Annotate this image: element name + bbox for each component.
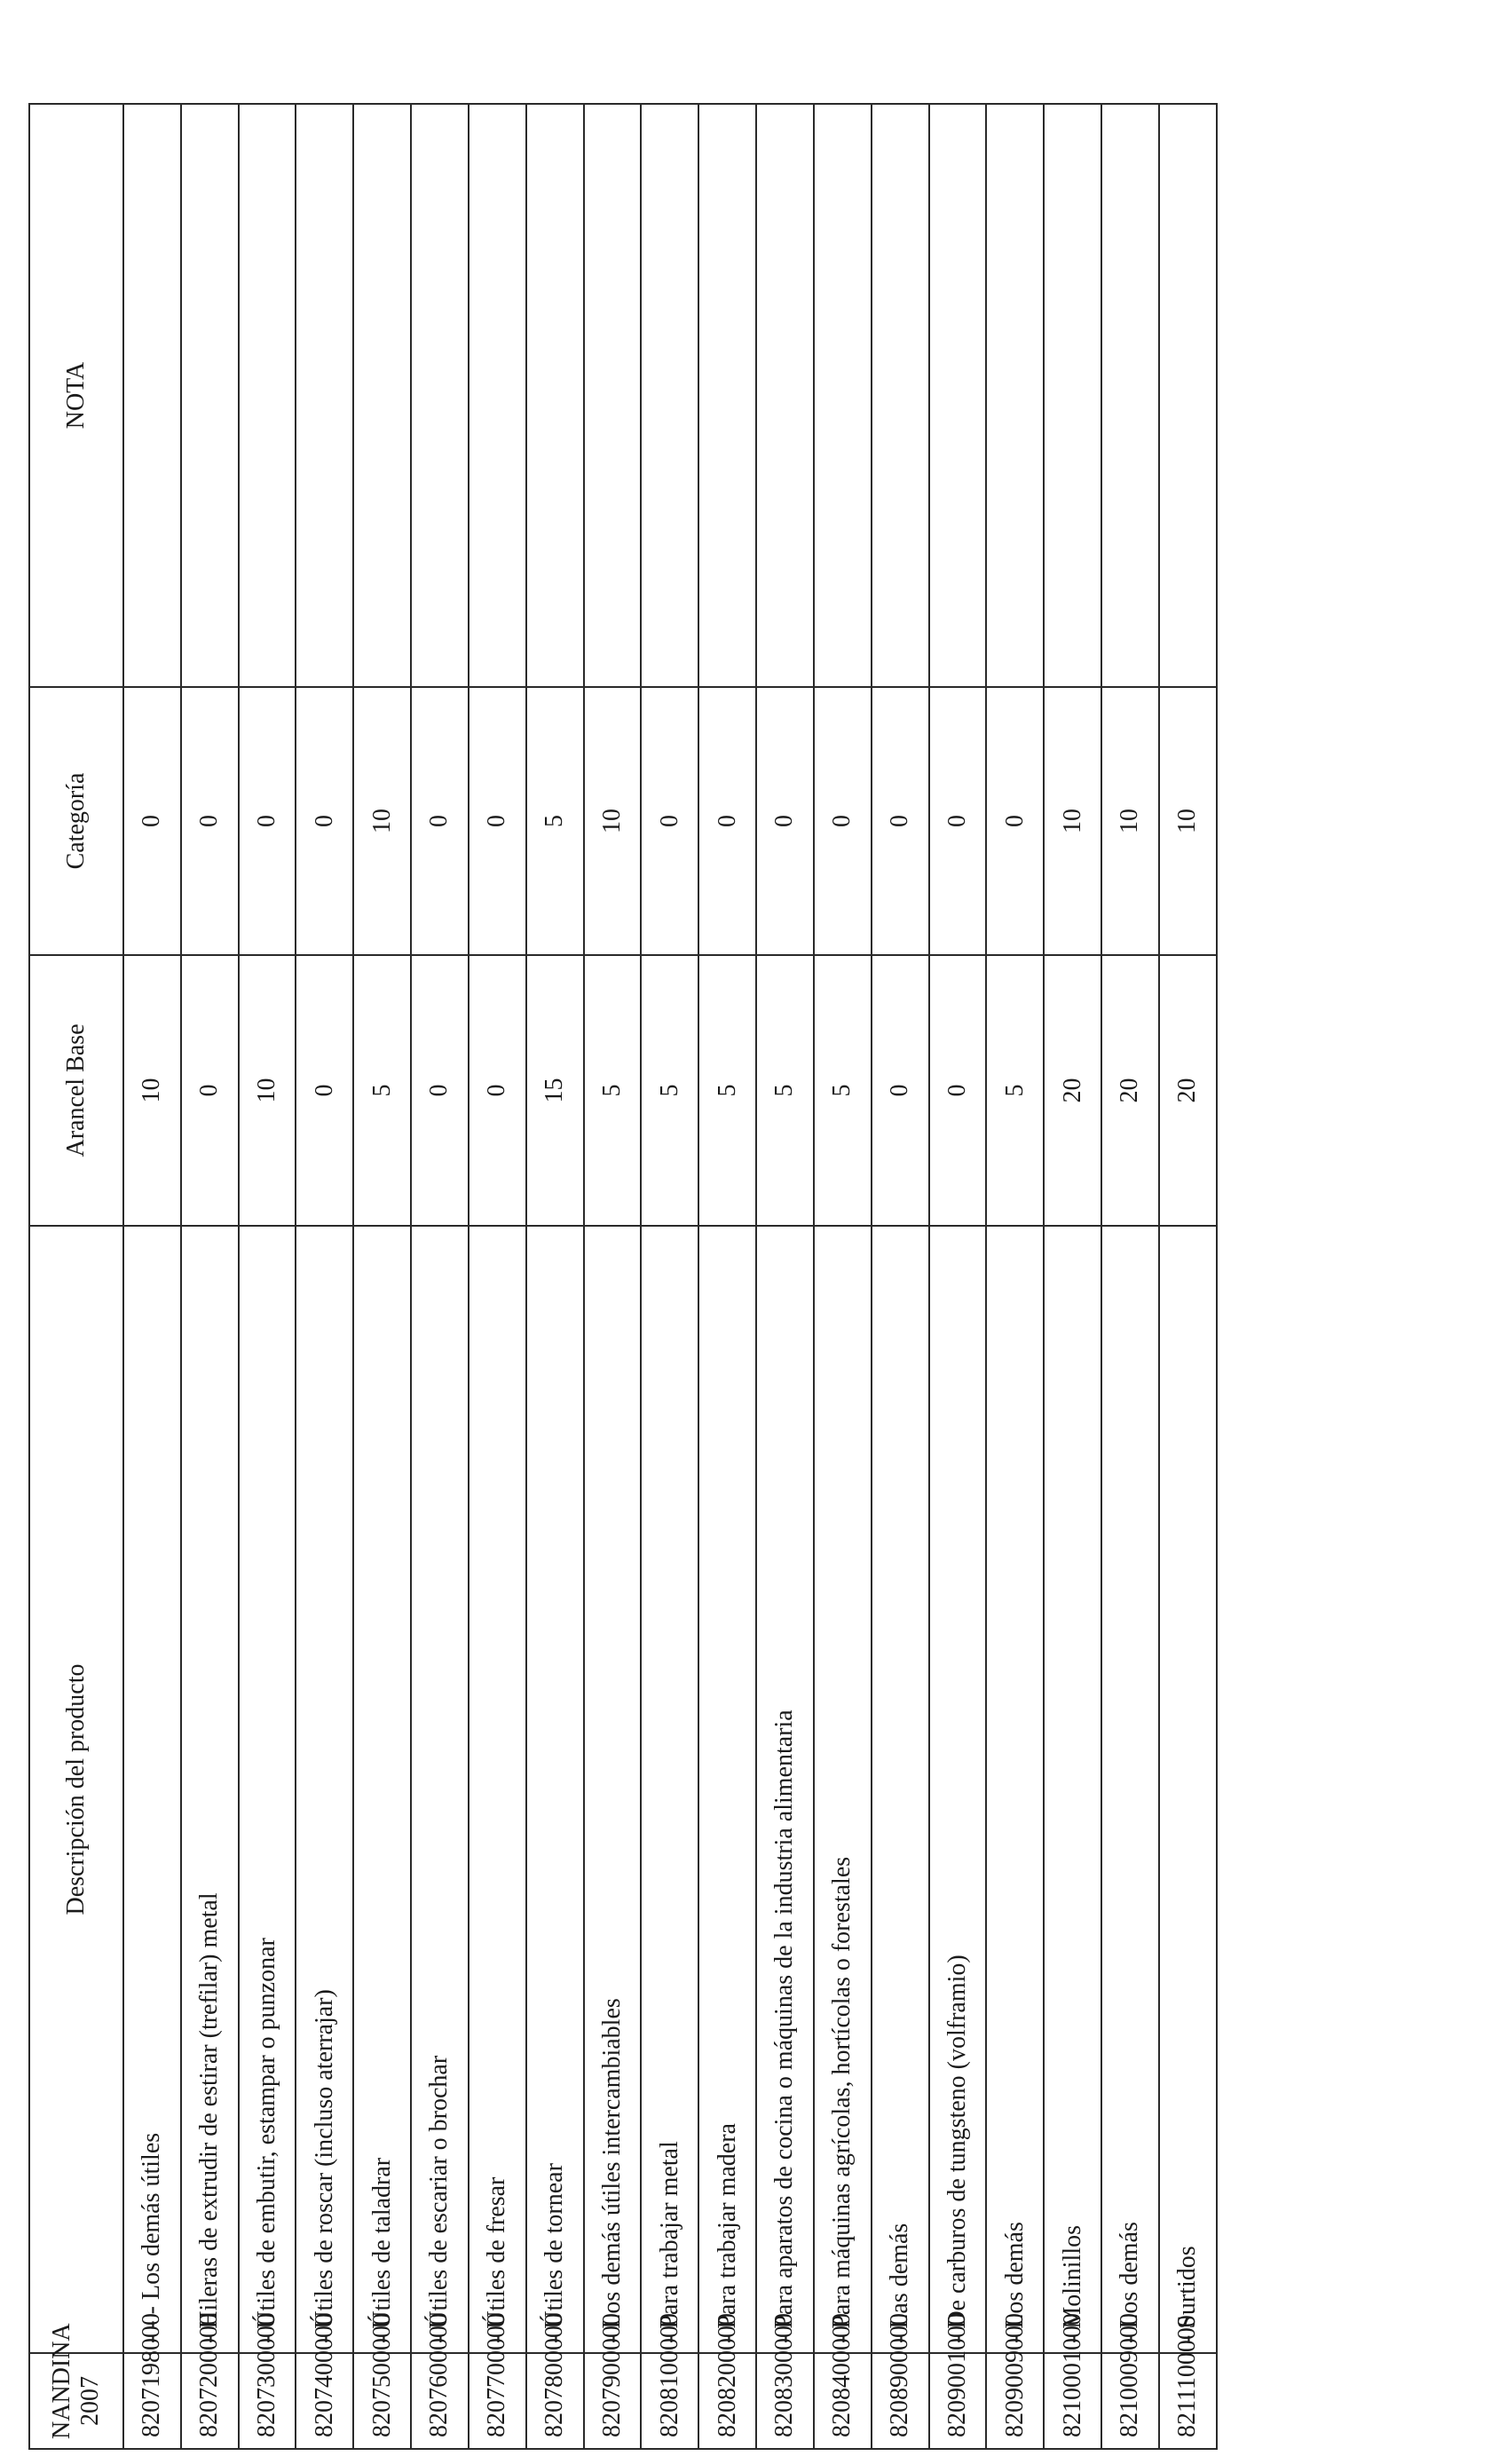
arancel-base-cell: 10 (123, 955, 181, 1226)
arancel-base-cell: 0 (469, 955, 526, 1226)
table-row (1159, 104, 1217, 2449)
header-categoria: Categoría (29, 687, 123, 955)
description-cell: - Para trabajar madera (698, 1226, 756, 2353)
nandina-code-cell: 8208200000 (698, 2353, 756, 2449)
nandina-code-cell: 8208400000 (814, 2353, 872, 2449)
description-cell: - Las demás (872, 1226, 929, 2353)
nandina-code-cell: 8207200000 (181, 2353, 239, 2449)
table-row (296, 104, 353, 2449)
nota-cell (641, 104, 698, 687)
nota-cell (1101, 104, 1159, 687)
table-row (814, 104, 872, 2449)
description-cell: - Los demás (986, 1226, 1044, 2353)
description-cell: - Útiles de tornear (526, 1226, 584, 2353)
nandina-code-cell: 8207198000 (123, 2353, 181, 2449)
description-cell: - Los demás útiles intercambiables (584, 1226, 642, 2353)
nota-cell (814, 104, 872, 687)
arancel-base-cell: 5 (756, 955, 814, 1226)
arancel-base-cell: 0 (872, 955, 929, 1226)
categoria-cell: 5 (526, 687, 584, 955)
table-row (239, 104, 296, 2449)
arancel-base-cell: 15 (526, 955, 584, 1226)
arancel-base-cell: 5 (698, 955, 756, 1226)
tariff-table (28, 103, 1218, 2450)
arancel-base-cell: 10 (239, 955, 296, 1226)
header-arancel-base: Arancel Base (29, 955, 123, 1226)
categoria-cell: 0 (296, 687, 353, 955)
categoria-cell: 0 (181, 687, 239, 955)
nandina-code-cell: 8208100000 (641, 2353, 698, 2449)
categoria-cell: 0 (411, 687, 469, 955)
nandina-code-cell: 8208300000 (756, 2353, 814, 2449)
description-cell: - Los demás (1101, 1226, 1159, 2353)
nota-cell (1044, 104, 1101, 687)
table-row (1101, 104, 1159, 2449)
arancel-base-cell: 0 (411, 955, 469, 1226)
categoria-cell: 0 (929, 687, 987, 955)
nandina-code-cell: 8209009000 (986, 2353, 1044, 2449)
arancel-base-cell: 20 (1159, 955, 1217, 1226)
table-row (872, 104, 929, 2449)
categoria-cell: 0 (469, 687, 526, 955)
categoria-cell: 0 (698, 687, 756, 955)
table-row (698, 104, 756, 2449)
description-cell: - Útiles de embutir, estampar o punzonar (239, 1226, 296, 2353)
nota-cell (469, 104, 526, 687)
table-row (641, 104, 698, 2449)
header-nandina: NANDINA 2007 (29, 2353, 123, 2449)
rotated-page (28, 105, 1218, 2450)
table-row (1044, 104, 1101, 2449)
categoria-cell: 0 (756, 687, 814, 955)
table-row (756, 104, 814, 2449)
nandina-code-cell: 8207300000 (239, 2353, 296, 2449)
nota-cell (123, 104, 181, 687)
description-cell: - Para máquinas agrícolas, hortícolas o forestales (814, 1226, 872, 2353)
categoria-cell: 0 (641, 687, 698, 955)
description-cell: - Útiles de fresar (469, 1226, 526, 2353)
nota-cell (1159, 104, 1217, 687)
categoria-cell: 0 (123, 687, 181, 955)
description-cell: - Molinillos (1044, 1226, 1101, 2353)
description-cell: - Útiles de escariar o brochar (411, 1226, 469, 2353)
nota-cell (411, 104, 469, 687)
nandina-code-cell: 8210001000 (1044, 2353, 1101, 2449)
arancel-base-cell: 5 (353, 955, 411, 1226)
arancel-base-cell: 5 (986, 955, 1044, 1226)
nota-cell (296, 104, 353, 687)
nandina-code-cell: 8207600000 (411, 2353, 469, 2449)
description-cell: - Hileras de extrudir de estirar (trefilar) metal (181, 1226, 239, 2353)
description-cell: - - - Los demás útiles (123, 1226, 181, 2353)
nota-cell (526, 104, 584, 687)
categoria-cell: 0 (872, 687, 929, 955)
table-row (986, 104, 1044, 2449)
nandina-code-cell: 8207800000 (526, 2353, 584, 2449)
nota-cell (872, 104, 929, 687)
categoria-cell: 10 (353, 687, 411, 955)
nota-cell (353, 104, 411, 687)
nota-cell (698, 104, 756, 687)
nota-cell (584, 104, 642, 687)
table-row (123, 104, 181, 2449)
description-cell: - De carburos de tungsteno (volframio) (929, 1226, 987, 2353)
categoria-cell: 10 (1159, 687, 1217, 955)
categoria-cell: 10 (1101, 687, 1159, 955)
nandina-code-cell: 8211100000 (1159, 2353, 1217, 2449)
nandina-code-cell: 8209001000 (929, 2353, 987, 2449)
nota-cell (756, 104, 814, 687)
nota-cell (929, 104, 987, 687)
nandina-code-cell: 8210009000 (1101, 2353, 1159, 2449)
arancel-base-cell: 5 (814, 955, 872, 1226)
header-nota: NOTA (29, 104, 123, 687)
arancel-base-cell: 0 (181, 955, 239, 1226)
arancel-base-cell: 20 (1101, 955, 1159, 1226)
nandina-code-cell: 8208900000 (872, 2353, 929, 2449)
nandina-code-cell: 8207500000 (353, 2353, 411, 2449)
nandina-code-cell: 8207700000 (469, 2353, 526, 2449)
nota-cell (239, 104, 296, 687)
arancel-base-cell: 5 (641, 955, 698, 1226)
arancel-base-cell: 20 (1044, 955, 1101, 1226)
table-row (411, 104, 469, 2449)
arancel-base-cell: 0 (296, 955, 353, 1226)
nandina-code-cell: 8207900000 (584, 2353, 642, 2449)
table-row (526, 104, 584, 2449)
table-row (353, 104, 411, 2449)
categoria-cell: 0 (814, 687, 872, 955)
description-cell: - Útiles de taladrar (353, 1226, 411, 2353)
table-row (469, 104, 526, 2449)
categoria-cell: 0 (239, 687, 296, 955)
header-row (29, 104, 123, 2449)
header-descripcion: Descripción del producto (29, 1226, 123, 2353)
description-cell: - Surtidos (1159, 1226, 1217, 2353)
arancel-base-cell: 5 (584, 955, 642, 1226)
nota-cell (181, 104, 239, 687)
table-row (584, 104, 642, 2449)
table-row (929, 104, 987, 2449)
description-cell: - Para aparatos de cocina o máquinas de la industria alimentaria (756, 1226, 814, 2353)
arancel-base-cell: 0 (929, 955, 987, 1226)
categoria-cell: 10 (584, 687, 642, 955)
table-body (123, 104, 1217, 2449)
description-cell: - Útiles de roscar (incluso aterrajar) (296, 1226, 353, 2353)
categoria-cell: 0 (986, 687, 1044, 955)
categoria-cell: 10 (1044, 687, 1101, 955)
nandina-code-cell: 8207400000 (296, 2353, 353, 2449)
table-row (181, 104, 239, 2449)
nota-cell (986, 104, 1044, 687)
description-cell: - Para trabajar metal (641, 1226, 698, 2353)
